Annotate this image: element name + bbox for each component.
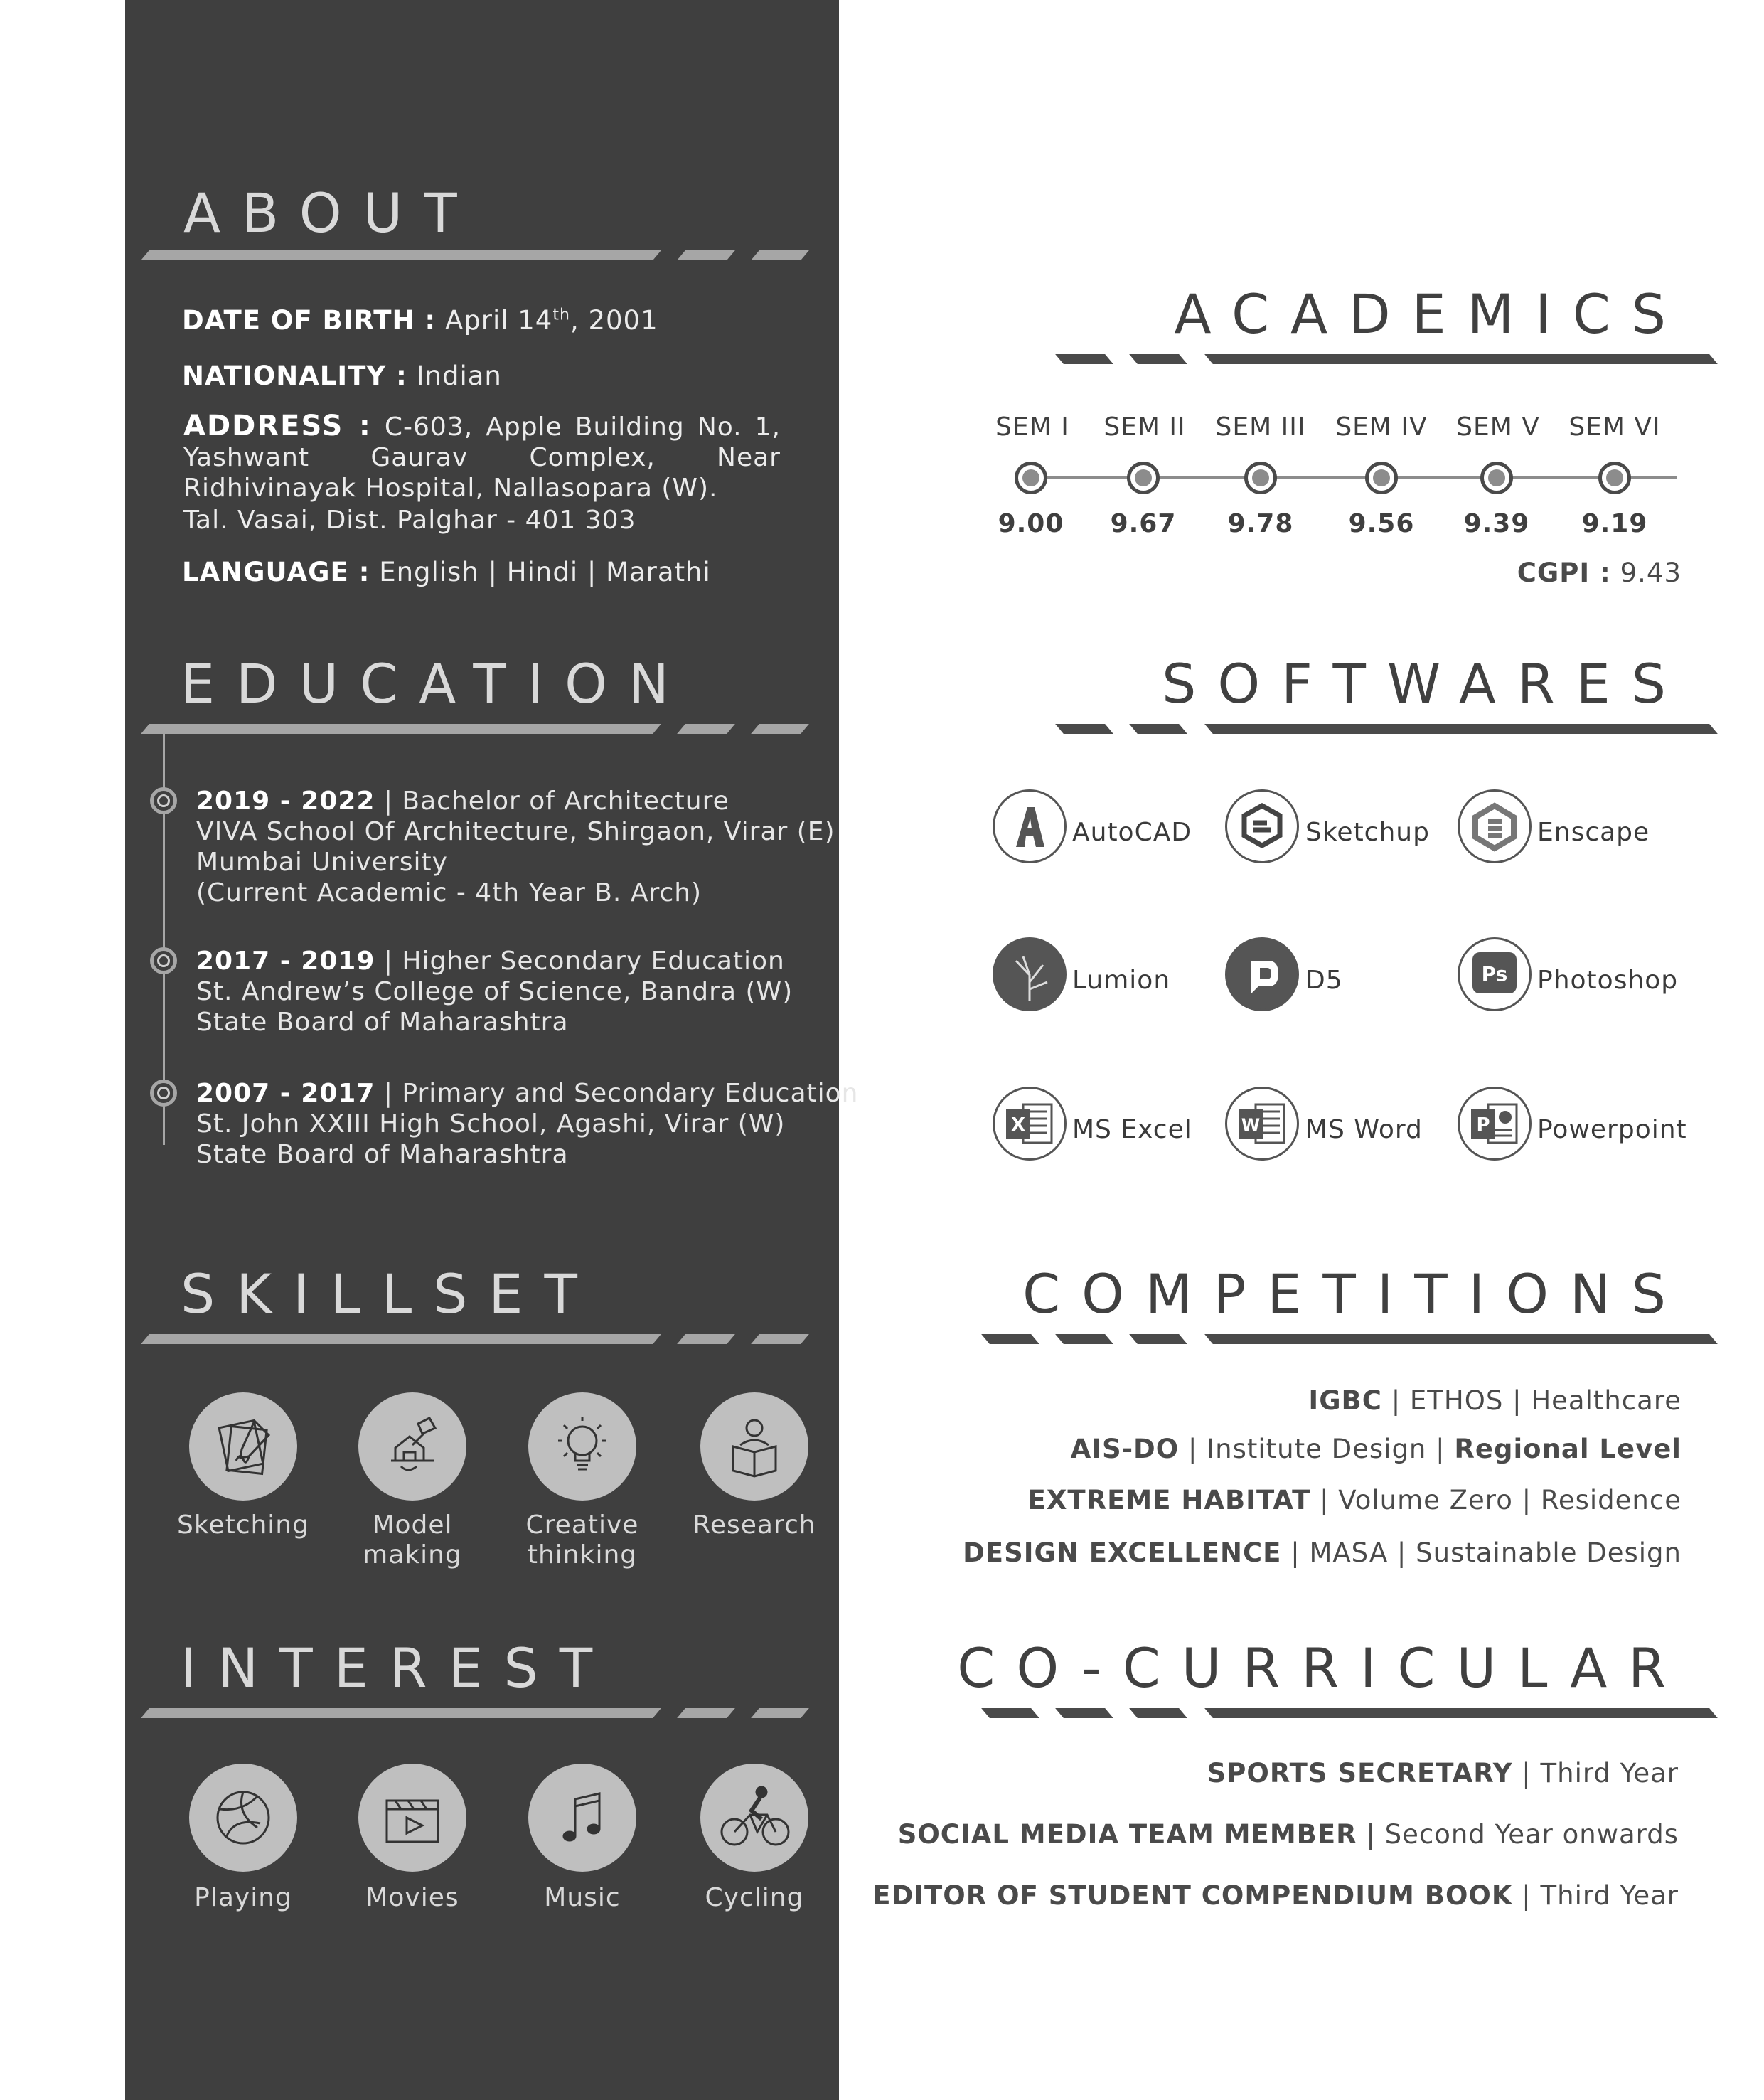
cocurricular-row	[898, 1819, 1679, 1850]
education-line: VIVA School Of Architecture, Shirgaon, Virar (E)	[196, 817, 835, 846]
svg-text:W: W	[1241, 1115, 1261, 1135]
interest-label: Movies	[365, 1883, 459, 1912]
education-underline-dash	[677, 724, 735, 734]
education-line: St. Andrew’s College of Science, Bandra (W)	[196, 977, 793, 1006]
software-label: D5	[1305, 966, 1343, 995]
sem-gpa: 9.67	[1110, 509, 1177, 538]
cocurricular-underline-dash	[981, 1708, 1039, 1718]
skillset-underline	[141, 1334, 661, 1344]
language-value: English | Hindi | Marathi	[379, 557, 711, 587]
competitions-underline	[1204, 1334, 1718, 1344]
academics-title: ACADEMICS	[1174, 282, 1687, 346]
skillset-underline-dash	[677, 1334, 735, 1344]
skill-label	[327, 1510, 498, 1570]
cocurricular-underline	[1204, 1708, 1718, 1718]
competition-name: IGBC	[1308, 1385, 1382, 1416]
about-title: ABOUT	[183, 181, 479, 245]
sem-label: SEM IV	[1335, 412, 1428, 442]
cyclist-icon	[700, 1764, 808, 1872]
skill-label-text: Creative thinking	[525, 1510, 639, 1569]
dob-sup: th	[552, 306, 570, 324]
software-label: Powerpoint	[1537, 1115, 1687, 1144]
interest-underline-dash	[677, 1708, 735, 1718]
education-item-2: 2017 - 2019 | Higher Secondary Education St. Andrew’s College of Science, Bandra (W) State Board of Maharashtra	[196, 947, 793, 1037]
softwares-underline-dash	[1055, 724, 1113, 734]
software-label: Sketchup	[1305, 818, 1430, 847]
education-line: (Current Academic - 4th Year B. Arch)	[196, 878, 702, 907]
sem-label: SEM I	[995, 412, 1069, 442]
dob-label: DATE OF BIRTH :	[182, 305, 437, 336]
education-line: Mumbai University	[196, 848, 448, 877]
cocurricular-role: SOCIAL MEDIA TEAM MEMBER	[897, 1819, 1357, 1850]
software-label: AutoCAD	[1072, 818, 1192, 847]
education-line: State Board of Maharashtra	[196, 1140, 569, 1169]
sem-dot	[1127, 462, 1160, 494]
academics-underline	[1204, 354, 1718, 364]
software-label: Photoshop	[1537, 966, 1679, 995]
sem-gpa: 9.00	[998, 509, 1064, 538]
competition-level: Regional Level	[1454, 1434, 1682, 1464]
software-label: Lumion	[1072, 966, 1171, 995]
interest-title: INTEREST	[181, 1636, 614, 1700]
sketchup-icon	[1225, 789, 1299, 863]
competitions-underline-dash	[1129, 1334, 1187, 1344]
volleyball-icon	[189, 1764, 297, 1872]
sem-label: SEM II	[1103, 412, 1186, 442]
about-underline	[141, 250, 661, 260]
education-degree: Higher Secondary Education	[402, 947, 785, 976]
sem-dot	[1480, 462, 1513, 494]
academics-underline-dash	[1055, 354, 1113, 364]
skillset-title: SKILLSET	[181, 1262, 599, 1326]
sem-gpa: 9.78	[1227, 509, 1294, 538]
skill-label-text: Model making	[363, 1510, 462, 1569]
sem-label: SEM V	[1456, 412, 1540, 442]
language-row	[182, 558, 711, 588]
nationality-row	[182, 361, 502, 392]
cocurricular-role: SPORTS SECRETARY	[1207, 1758, 1513, 1789]
cocurricular-title: CO-CURRICULAR	[957, 1636, 1687, 1700]
d5-icon	[1225, 937, 1299, 1011]
dob-row	[182, 306, 658, 336]
about-underline-dash	[751, 250, 809, 260]
dob-year: , 2001	[570, 305, 658, 336]
timeline-dot	[150, 1080, 177, 1107]
competitions-title: COMPETITIONS	[1022, 1262, 1687, 1326]
software-label: MS Excel	[1072, 1115, 1192, 1144]
cocurricular-row	[872, 1880, 1679, 1911]
sem-dot	[1015, 462, 1047, 494]
academics-underline-dash	[1129, 354, 1187, 364]
svg-text:X: X	[1010, 1114, 1026, 1136]
nationality-value: Indian	[416, 361, 502, 391]
lumion-icon	[993, 937, 1067, 1011]
dob-value: April 14	[444, 305, 553, 336]
cocurricular-row	[1207, 1758, 1679, 1789]
competitions-underline-dash	[1055, 1334, 1113, 1344]
sem-gpa: 9.56	[1348, 509, 1415, 538]
sem-label: SEM VI	[1568, 412, 1661, 442]
address-value: C-603, Apple Building No. 1, Yashwant Gaurav Complex, Near Ridhivinayak Hospital, Nallasopara (W).	[183, 412, 781, 503]
competition-row	[1071, 1434, 1682, 1464]
address-block	[183, 411, 781, 503]
sem-gpa: 9.19	[1581, 509, 1648, 538]
cgpi-label: CGPI :	[1517, 558, 1611, 588]
softwares-underline-dash	[1129, 724, 1187, 734]
competition-detail: | Volume Zero | Residence	[1320, 1485, 1682, 1515]
sem-label: SEM III	[1215, 412, 1306, 442]
competition-detail: | MASA | Sustainable Design	[1290, 1537, 1682, 1568]
cocurricular-underline-dash	[1129, 1708, 1187, 1718]
timeline-dot	[150, 787, 177, 814]
lightbulb-icon	[528, 1392, 636, 1501]
sketching-icon	[189, 1392, 297, 1501]
education-underline	[141, 724, 661, 734]
autocad-icon	[993, 789, 1067, 863]
education-line: State Board of Maharashtra	[196, 1008, 569, 1037]
softwares-underline	[1204, 724, 1718, 734]
interest-underline	[141, 1708, 661, 1718]
sem-dot	[1365, 462, 1398, 494]
cocurricular-role: EDITOR OF STUDENT COMPENDIUM BOOK	[872, 1880, 1513, 1911]
music-notes-icon	[528, 1764, 636, 1872]
word-icon	[1225, 1087, 1299, 1161]
competition-name: DESIGN EXCELLENCE	[963, 1537, 1282, 1568]
address-line2: Tal. Vasai, Dist. Palghar - 401 303	[183, 506, 636, 535]
education-years: 2017 - 2019	[196, 947, 375, 976]
interest-underline-dash	[751, 1708, 809, 1718]
interest-label: Cycling	[705, 1883, 804, 1912]
cgpi-value: 9.43	[1620, 558, 1682, 588]
cocurricular-detail: | Second Year onwards	[1366, 1819, 1679, 1850]
education-item-3: 2007 - 2017 | Primary and Secondary Education St. John XXIII High School, Agashi, Virar (W) State Board of Maharashtra	[196, 1079, 859, 1169]
competition-row	[1028, 1485, 1682, 1515]
reading-icon	[700, 1392, 808, 1501]
competition-detail: | ETHOS | Healthcare	[1391, 1385, 1682, 1416]
cgpi-row	[1517, 558, 1682, 588]
address-label: ADDRESS :	[183, 410, 372, 442]
skill-label: Sketching	[177, 1510, 309, 1540]
photoshop-icon	[1458, 937, 1532, 1011]
sem-dot	[1244, 462, 1277, 494]
competition-name: EXTREME HABITAT	[1027, 1485, 1311, 1515]
education-item-1: 2019 - 2022 | Bachelor of Architecture VIVA School Of Architecture, Shirgaon, Virar (E) Mumbai University (Current Academic - 4th Year B. Arch)	[196, 787, 835, 907]
skillset-underline-dash	[751, 1334, 809, 1344]
svg-text:Ps: Ps	[1481, 962, 1508, 986]
nationality-label: NATIONALITY :	[182, 361, 407, 391]
education-degree: Bachelor of Architecture	[402, 787, 729, 816]
cocurricular-detail: | Third Year	[1522, 1758, 1679, 1789]
competition-name: AIS-DO	[1070, 1434, 1180, 1464]
education-degree: Primary and Secondary Education	[402, 1079, 859, 1108]
competition-detail: | Institute Design |	[1187, 1434, 1445, 1464]
excel-icon	[993, 1087, 1067, 1161]
cocurricular-underline-dash	[1055, 1708, 1113, 1718]
about-underline-dash	[677, 250, 735, 260]
software-label: MS Word	[1305, 1115, 1423, 1144]
sem-gpa: 9.39	[1463, 509, 1530, 538]
competitions-underline-dash	[981, 1334, 1039, 1344]
education-underline-dash	[751, 724, 809, 734]
svg-text:P: P	[1476, 1114, 1490, 1136]
interest-label: Playing	[194, 1883, 292, 1912]
timeline-dot	[150, 947, 177, 974]
enscape-icon	[1458, 789, 1532, 863]
model-making-icon	[358, 1392, 466, 1501]
education-title: EDUCATION	[181, 652, 690, 715]
powerpoint-icon	[1458, 1087, 1532, 1161]
softwares-title: SOFTWARES	[1162, 652, 1687, 715]
sem-dot	[1598, 462, 1631, 494]
software-label: Enscape	[1537, 818, 1650, 847]
clapperboard-icon	[358, 1764, 466, 1872]
skill-label: Research	[693, 1510, 816, 1540]
education-years: 2007 - 2017	[196, 1079, 375, 1108]
education-years: 2019 - 2022	[196, 787, 375, 816]
competition-row	[963, 1537, 1682, 1568]
interest-label: Music	[544, 1883, 621, 1912]
competition-row	[1308, 1385, 1682, 1416]
cocurricular-detail: | Third Year	[1522, 1880, 1679, 1911]
language-label: LANGUAGE :	[182, 557, 370, 587]
skill-label	[497, 1510, 668, 1570]
education-line: St. John XXIII High School, Agashi, Virar (W)	[196, 1109, 786, 1139]
